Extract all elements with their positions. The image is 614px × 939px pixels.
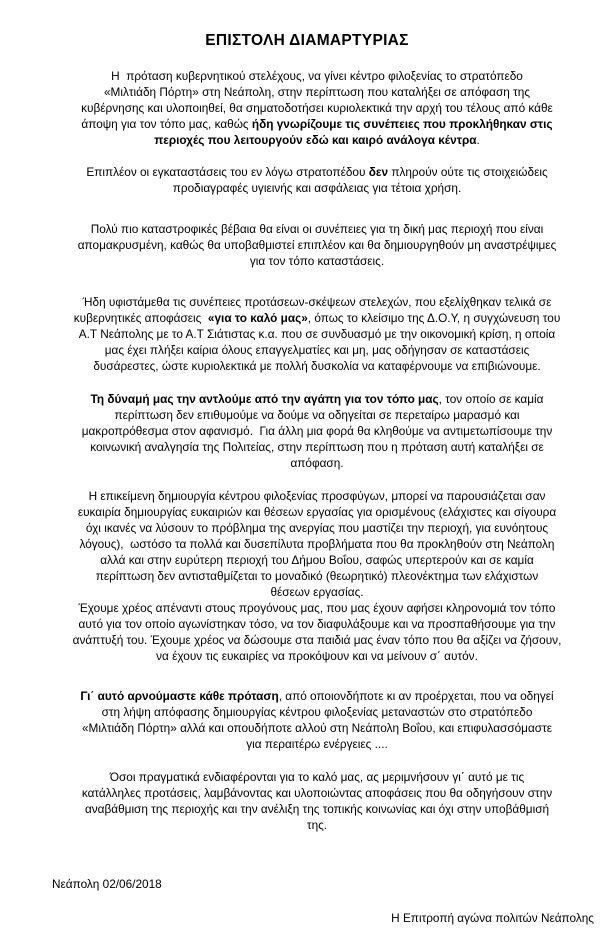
paragraph-line: περίπτωση δεν αντισταθμίζεται το μοναδικό (θεωρητικό) πλεονέκτημα των ελάχιστων — [95, 569, 539, 583]
paragraph-line: Επιπλέον οι εγκαταστάσεις του εν λόγω στρατοπέδου δεν πληρούν ούτε τις στοιχειώδεις — [86, 165, 548, 179]
paragraph-line: θέσεων εργασίας. — [270, 585, 364, 599]
paragraph-existing-effects — [52, 294, 582, 374]
paragraph-line: Γι΄ αυτό αρνούμαστε κάθε πρόταση, από οποιονδήποτε κι αν προέρχεται, που να οδηγεί — [80, 689, 554, 703]
paragraph-refugee-center — [52, 488, 582, 664]
paragraph-line: να έχουν τις ευκαιρίες να προκόψουν και να μείνουν σ΄ αυτόν. — [156, 649, 478, 663]
paragraph-line: περιοχές που λειτουργούν εδώ και καιρό ανάλογα κέντρα. — [154, 133, 480, 147]
signature: Η Επιτροπή αγώνα πολιτών Νεάπολης — [391, 911, 594, 925]
paragraph-line: Ήδη υφιστάμεθα τις συνέπειες προτάσεων-σκέψεων στελεχών, που εξελίχθηκαν τελικά σε — [82, 295, 552, 309]
paragraph-line: αλλά και στην ευρύτερη περιοχή του Δήμου Βοΐου, σαφώς υπερτερούν και σε καμία — [100, 553, 534, 567]
paragraph-line: Πολύ πιο καταστροφικές βέβαια θα είναι οι συνέπειες για τη δική μας περιοχή που είναι — [90, 222, 544, 236]
paragraph-line: μας έχει πλήξει καίρια όλους επαγγελματίες και μη, μας οδήγησαν σε καταστάσεις — [104, 343, 530, 357]
paragraph-line: της. — [306, 818, 328, 832]
bold-text: Τη δύναμή μας την αντλούμε από την αγάπη για τον τόπο μας — [90, 392, 439, 406]
paragraph-consequences — [52, 221, 582, 269]
paragraph-line: Η πρόταση κυβερνητικού στελέχους, να γίνει κέντρο φιλοξενίας το στρατόπεδο — [111, 69, 523, 83]
paragraph-line: κοινωνική αναλγησία της Πολιτείας, στην περίπτωση που η πρόταση αυτή καταλήξει σε — [90, 440, 544, 454]
letter-title: ΕΠΙΣΤΟΛΗ ΔΙΑΜΑΡΤΥΡΙΑΣ — [205, 32, 409, 49]
paragraph-line: Τη δύναμή μας την αντλούμε από την αγάπη για τον τόπο μας, τον οποίο σε καμία — [90, 392, 544, 406]
paragraph-line: απόφαση. — [290, 456, 344, 470]
bold-text: «για το καλό μας» — [207, 311, 308, 325]
paragraph-line: ευκαιρία δημιουργίας ευκαιριών και θέσεων εργασίας για ορισμένους (ελάχιστες και σίγουρα — [77, 505, 557, 519]
paragraph-line: μακροπρόθεσμα στον αφανισμό. Για άλλη μια φορά θα κληθούμε να αντιμετωπίσουμε την — [81, 424, 553, 438]
paragraph-line: αυτό για τον οποίο αγωνίστηκαν τόσο, να τον διαφυλάξουμε και να προσπαθήσουμε για την — [78, 617, 556, 631]
bold-text: ήδη γνωρίζουμε τις συνέπειες που προκλήθηκαν στις — [251, 117, 553, 131]
paragraph-facilities — [52, 164, 582, 196]
paragraph-line: «Μιλτιάδη Πόρτη» στη Νεάπολη, στην περίπτωση που καταλήξει σε απόφαση της — [103, 85, 531, 99]
paragraph-line: κυβέρνησης και υλοποιηθεί, θα σηματοδοτήσει κυριολεκτικά την αρχή του τέλους από κάθε — [81, 101, 553, 115]
paragraph-line: Έχουμε χρέος απέναντι στους προγόνους μας, που μας έχουν αφήσει κληρονομιά τον τόπο — [78, 601, 556, 615]
paragraph-line: απομακρυσμένη, καθώς θα υποβαθμιστεί επιπλέον και θα δημιουργηθούν μη αναστρέψιμες — [77, 238, 557, 252]
paragraph-line: στη λήψη απόφασης δημιουργίας κέντρου φιλοξενίας μεταναστών στο στρατόπεδο — [101, 705, 533, 719]
paragraph-line: Όσοι πραγματικά ενδιαφέρονται για το καλό μας, ας μεριμνήσουν γι΄ αυτό με τις — [109, 770, 525, 784]
paragraph-line: κυβερνητικές αποφάσεις «για το καλό μας», όπως το κλείσιμο της Δ.Ο.Υ, η συγχώνευση του — [73, 311, 561, 325]
bold-text: περιοχές που λειτουργούν εδώ και καιρό ανάλογα κέντρα — [154, 133, 477, 147]
paragraph-line: προδιαγραφές υγιεινής και ασφάλειας για τέτοια χρήση. — [172, 181, 462, 195]
paragraph-strength — [52, 391, 582, 471]
bold-text: Γι΄ αυτό αρνούμαστε κάθε πρόταση — [80, 689, 279, 703]
paragraph-proposal — [52, 68, 582, 148]
date-line: Νεάπολη 02/06/2018 — [52, 877, 162, 891]
paragraph-line: κατάλληλες προτάσεις, λαμβάνοντας και υλοποιώντας αποφάσεις που θα οδηγήσουν στην — [81, 786, 553, 800]
paragraph-line: Α.Τ Νεάπολης με το Α.Τ Σιάτιστας κ.α. που σε συνδυασμό με την οικονομική κρίση, η οποία — [78, 327, 556, 341]
paragraph-line: ανάπτυξή του. Έχουμε χρέος να δώσουμε στα παιδιά μας έναν τόπο που θα αξίζει να ζήσουν, — [72, 633, 562, 647]
paragraph-line: «Μιλτιάδη Πόρτη» αλλά και οπουδήποτε αλλού στη Νεάπολη Βοΐου, και επιφυλασσόμαστε — [81, 721, 552, 735]
paragraph-line: άποψη για τον τόπο μας, καθώς ήδη γνωρίζουμε τις συνέπειες που προκλήθηκαν στις — [81, 117, 553, 131]
paragraph-line: περίπτωση δεν επιθυμούμε να δούμε να οδηγείται σε περεταίρω μαρασμό και — [114, 408, 520, 422]
paragraph-line: όχι ικανές να λύσουν το πρόβλημα της ανεργίας που μαστίζει την περιοχή, για ευνόητους — [85, 521, 549, 535]
paragraph-line: δυσάρεστες, ώστε κυριολεκτικά με πολλή δυσκολία να καταφέρνουμε να επιβιώνουμε. — [93, 359, 541, 373]
paragraph-line: για τον τόπο καταστάσεις. — [249, 254, 385, 268]
paragraph-line: αναβάθμιση της περιοχής και την ανέλιξη της τοπικής κοινωνίας και όχι στην υποβάθμισή — [84, 802, 550, 816]
paragraph-line: για περαιτέρω ενέργειες .... — [246, 737, 388, 751]
paragraph-closing — [52, 769, 582, 833]
paragraph-line: λόγους), ωστόσο τα πολλά και δυσεπίλυτα προβλήματα που θα προκληθούν στη Νεάπολη — [79, 537, 555, 551]
bold-text: δεν — [368, 165, 389, 179]
paragraph-line: Η επικείμενη δημιουργία κέντρου φιλοξενίας προσφύγων, μπορεί να παρουσιάζεται σαν — [88, 489, 546, 503]
paragraph-refusal — [52, 688, 582, 752]
